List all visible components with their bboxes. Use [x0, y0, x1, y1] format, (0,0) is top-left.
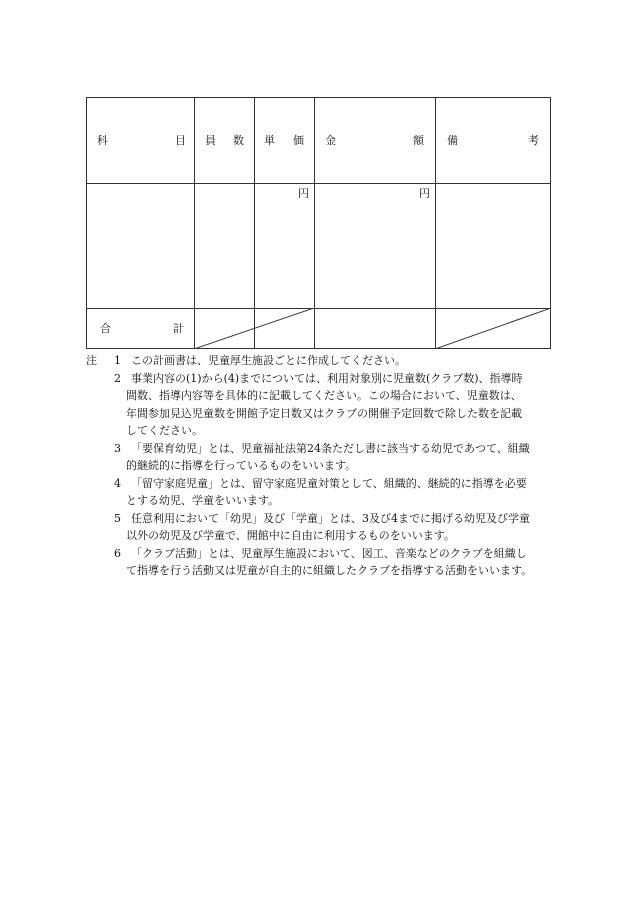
note-number: 4 [114, 476, 121, 490]
note-number: 1 [114, 354, 121, 367]
note-text-line: 以外の幼児及び学童で、開館中に自由に利用するものをいいます。 [126, 529, 455, 542]
header-subject-char2: 目 [175, 134, 186, 147]
note-item-4 [86, 475, 566, 510]
note-text-line: してください。 [126, 424, 203, 437]
note-item-5 [86, 510, 566, 545]
note-text-line: 年間参加見込児童数を開館予定日数又はクラブの開催予定回数で除した数を記載 [126, 406, 522, 420]
total-staff-unit-diagonal [194, 308, 314, 349]
header-unit-price-char2: 価 [293, 134, 304, 147]
note-text-line: とする幼児、学童をいいます。 [126, 494, 280, 507]
note-text-line: この計画書は、児童厚生施設ごとに作成してください。 [131, 354, 406, 367]
note-text-line: 事業内容の(1)から(4)までについては、利用対象別に児童数(クラブ数)、指導時 [131, 371, 523, 385]
column-divider [314, 98, 315, 348]
note-item-6 [86, 545, 566, 580]
total-remarks-diagonal [435, 308, 551, 349]
header-amount-char1: 金 [325, 134, 336, 147]
total-label-char1: 合 [100, 322, 111, 335]
note-text-line: て指導を行う活動又は児童が自主的に組織したクラブを指導する活動をいいます。 [126, 564, 533, 577]
note-item-3 [86, 440, 566, 475]
header-subject-char1: 科 [97, 134, 108, 147]
note-text-line: 的継続的に指導を行っているものをいいます。 [126, 459, 357, 472]
note-text-line: 任意利用において「幼児」及び「学童」とは、3及び4までに掲げる幼児及び学童 [131, 511, 530, 525]
note-item-2 [86, 370, 566, 440]
notes-prefix: 注 [86, 354, 97, 367]
note-number: 5 [114, 511, 121, 525]
note-number: 6 [114, 546, 121, 560]
budget-table [86, 97, 551, 349]
header-remarks-char2: 考 [528, 134, 539, 147]
note-text-line: 間数、指導内容等を具体的に記載してください。この場合において、児童数は、 [126, 389, 522, 402]
header-staff-char1: 員 [205, 134, 216, 147]
note-text-line: 「留守家庭児童」とは、留守家庭児童対策として、組織的、継続的に指導を必要 [131, 476, 527, 490]
header-unit-price-char1: 単 [264, 134, 275, 147]
notes-section [86, 352, 566, 580]
note-text-line: 「要保育幼児」とは、児童福祉法第24条ただし書に該当する幼児であつて、組織 [131, 441, 530, 455]
header-remarks-char1: 備 [447, 134, 458, 147]
row-divider [87, 183, 550, 184]
total-label-char2: 計 [173, 322, 184, 335]
note-number: 2 [114, 371, 121, 385]
note-text-line: 「クラブ活動」とは、児童厚生施設において、図工、音楽などのクラブを組織し [131, 546, 527, 560]
header-staff-char2: 数 [233, 134, 244, 147]
amount-yen-label: 円 [419, 187, 430, 200]
unit-price-yen-label: 円 [298, 187, 309, 200]
note-number: 3 [114, 441, 121, 455]
note-item-1 [86, 352, 566, 370]
header-amount-char2: 額 [413, 134, 424, 147]
